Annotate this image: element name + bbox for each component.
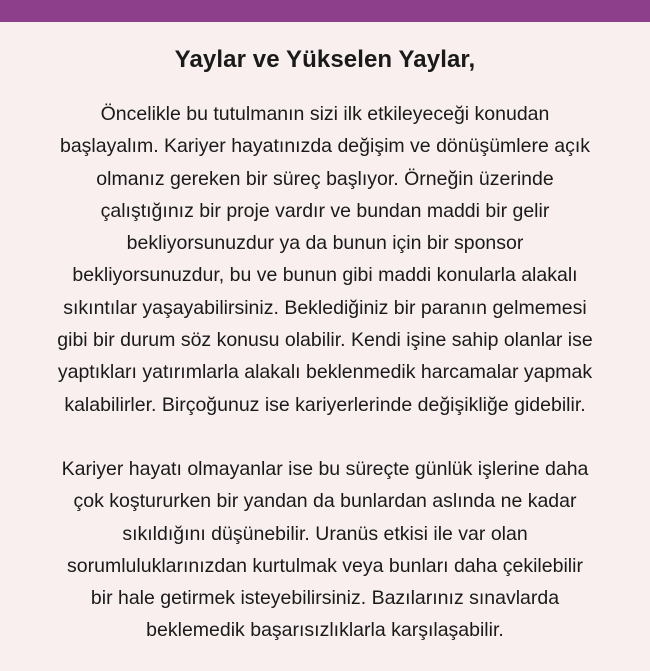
paragraph-line: Kariyer hayatı olmayanlar ise bu süreçte günlük işlerine daha [61, 457, 589, 480]
paragraph-line: yaptıkları yatırımlarla alakalı beklenmedik harcamalar yapmak [57, 361, 593, 384]
paragraph-line: çok koştururken bir yandan da bunlardan aslında ne kadar [73, 490, 577, 513]
letter-greeting: Yaylar ve Yükselen Yaylar, [174, 46, 476, 73]
paragraph-line: sorumluluklarınızdan kurtulmak veya bunları daha çekilebilir [67, 554, 583, 577]
paragraph-line: kalabilirler. Birçoğunuz ise kariyerlerinde değişikliğe gidebilir. [64, 393, 586, 416]
paragraph-line: bekliyorsunuzdur, bu ve bunun gibi maddi konularla alakalı [72, 264, 578, 287]
paragraph-line: sıkıntılar yaşayabilirsiniz. Beklediğiniz bir paranın gelmemesi [63, 296, 587, 319]
paragraph-line: beklemedik başarısızlıklarla karşılaşabilir. [146, 619, 504, 642]
top-accent-bar [0, 0, 650, 22]
paragraph-line: olmanız gereken bir süreç başlıyor. Örneğin üzerinde [96, 167, 554, 190]
article-body [0, 22, 650, 647]
paragraph-line: gibi bir durum söz konusu olabilir. Kendi işine sahip olanlar ise [57, 329, 593, 352]
paragraph-1 [0, 98, 650, 421]
paragraph-line: başlayalım. Kariyer hayatınızda değişim ve dönüşümlere açık [59, 135, 590, 158]
paragraph-2 [0, 453, 650, 647]
paragraph-line: bekliyorsunuzdur ya da bunun için bir sponsor [126, 232, 524, 255]
paragraph-line: çalıştığınız bir proje vardır ve bundan maddi bir gelir [100, 199, 550, 222]
paragraph-line: Öncelikle bu tutulmanın sizi ilk etkileyeceği konudan [100, 103, 550, 125]
paragraph-line: bir hale getirmek isteyebilirsiniz. Bazılarınız sınavlarda [90, 587, 560, 610]
paragraph-line: sıkıldığını düşünebilir. Uranüs etkisi ile var olan [122, 522, 528, 545]
